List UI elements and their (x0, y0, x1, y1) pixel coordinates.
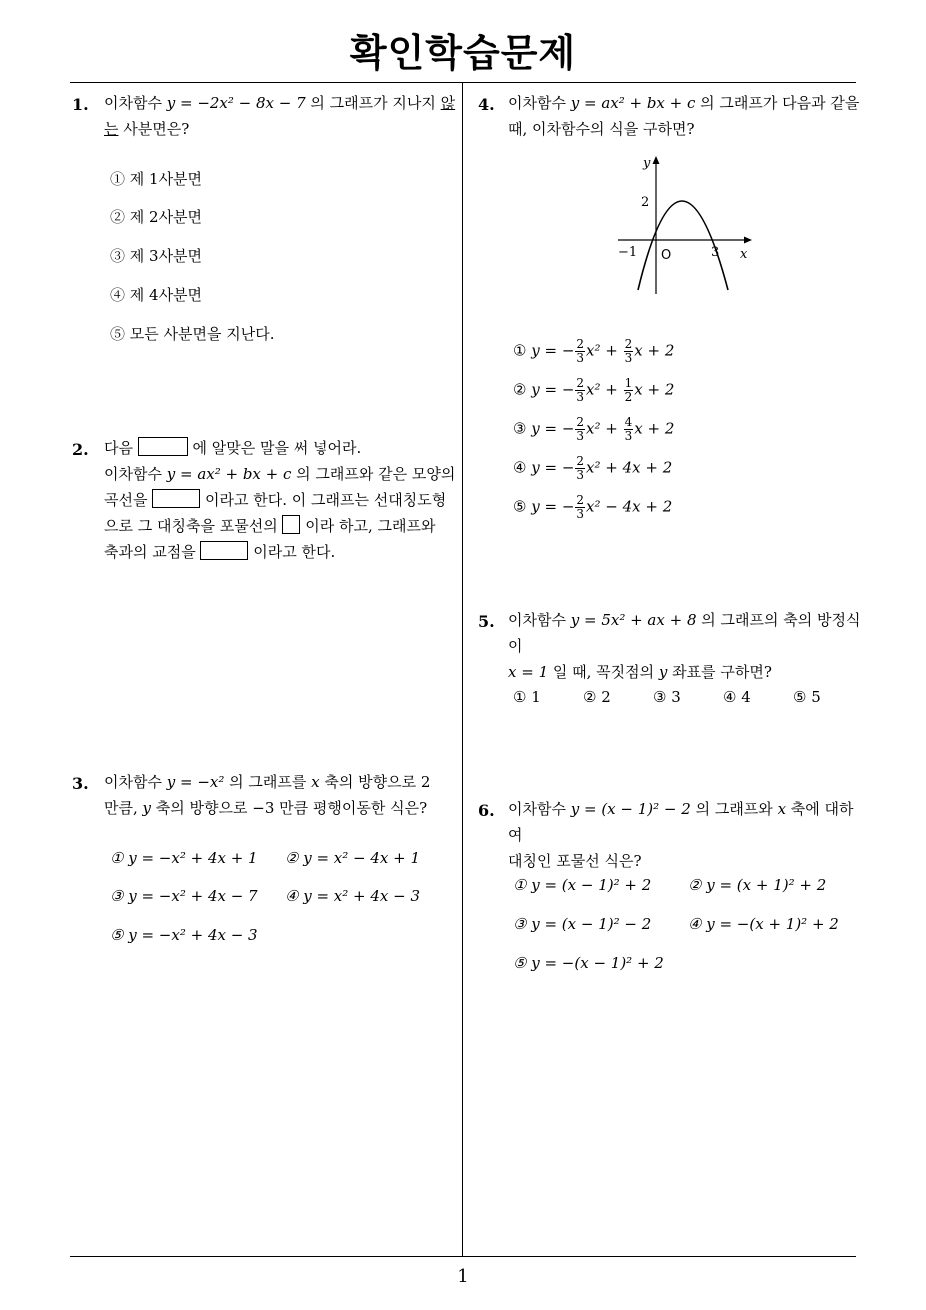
bottom-rule (70, 1256, 856, 1257)
option-2[interactable]: ② 제 2사분면 (110, 208, 203, 226)
underlined-word: 않는 (104, 94, 456, 138)
option-4[interactable]: ④ 4 (723, 688, 751, 706)
option-4[interactable]: ④ y = −(x + 1)² + 2 (688, 915, 839, 933)
math-expression: x = 1 (508, 663, 549, 681)
option-3[interactable]: ③ y = −x² + 4x − 7 (110, 887, 258, 905)
option-1[interactable]: ① 1 (513, 688, 541, 706)
question-text: 이차함수 y = 5x² + ax + 8 의 그래프의 축의 방정식이 x = 1 일 때, 꼭짓점의 y 좌표를 구하면? (508, 611, 861, 681)
question-text: 이차함수 y = (x − 1)² − 2 의 그래프와 x 축에 대하여 대칭인 포물선 식은? (508, 800, 854, 870)
parabola-graph (600, 148, 760, 298)
question-text: 이차함수 y = ax² + bx + c 의 그래프가 다음과 같을 때, 이차함수의 식을 구하면? (508, 94, 860, 138)
fraction: $\frac{2}{3}$ (624, 337, 633, 365)
option-1[interactable]: ① 제 1사분면 (110, 170, 203, 188)
option-5[interactable]: ⑤ 모든 사분면을 지난다. (110, 325, 275, 343)
root-left-label: −1 (618, 245, 638, 260)
math-expression: y = −2x² − 8x − 7 (166, 94, 306, 112)
option-5[interactable]: ⑤ 5 (793, 688, 821, 706)
option-4[interactable]: ④ 제 4사분면 (110, 286, 203, 304)
option-3[interactable]: ③ y = (x − 1)² − 2 (513, 915, 652, 933)
option-4[interactable]: ④ y = − $\frac{2}{3}$ x² + 4x + 2 (513, 454, 673, 482)
question-number: 5. (478, 612, 495, 631)
math-expression: y = ax² + bx + c (166, 465, 292, 483)
option-5[interactable]: ⑤ y = −x² + 4x − 3 (110, 926, 258, 944)
root-right-label: 3 (711, 245, 720, 260)
question-number: 3. (72, 774, 89, 793)
question-number: 4. (478, 95, 495, 114)
blank-box (282, 515, 300, 534)
question-number: 1. (72, 95, 89, 114)
question-number: 2. (72, 440, 89, 459)
question-text: 다음 에 알맞은 말을 써 넣어라. 이차함수 y = ax² + bx + c 의 그래프와 같은 모양의 곡선을 이라고 한다. 이 그래프는 선대칭도형 으로 그 대칭축을 포물선의 이라 하고, 그래프와 축과의 교점을 이라고 한다. (104, 439, 456, 561)
math-expression: y = −x² (166, 773, 225, 791)
option-1[interactable]: ① y = − $\frac{2}{3}$ x² + $\frac{2}{3}$ x + 2 (513, 337, 675, 365)
option-3[interactable]: ③ 제 3사분면 (110, 247, 203, 265)
option-5[interactable]: ⑤ y = −(x − 1)² + 2 (513, 954, 664, 972)
column-divider (462, 83, 463, 1257)
question-text: 이차함수 y = −2x² − 8x − 7 의 그래프가 지나지 않는 사분면은? (104, 94, 456, 138)
fraction: $\frac{1}{2}$ (624, 376, 633, 404)
math-expression: y = 5x² + ax + 8 (570, 611, 697, 629)
fraction: $\frac{2}{3}$ (576, 337, 585, 365)
option-2[interactable]: ② 2 (583, 688, 611, 706)
math-expression: y = (x − 1)² − 2 (570, 800, 691, 818)
blank-box (152, 489, 200, 508)
x-axis-label: x (740, 247, 748, 262)
y-intercept-label: 2 (641, 195, 650, 210)
option-1[interactable]: ① y = (x − 1)² + 2 (513, 876, 652, 894)
fraction: $\frac{2}{3}$ (576, 493, 585, 521)
x-axis-arrow-icon (744, 237, 752, 244)
math-expression: y = ax² + bx + c (570, 94, 696, 112)
option-4[interactable]: ④ y = x² + 4x − 3 (285, 887, 421, 905)
blank-box (138, 437, 188, 456)
fraction: $\frac{2}{3}$ (576, 415, 585, 443)
fraction: $\frac{2}{3}$ (576, 454, 585, 482)
option-1[interactable]: ① y = −x² + 4x + 1 (110, 849, 258, 867)
option-2[interactable]: ② y = − $\frac{2}{3}$ x² + $\frac{1}{2}$ x + 2 (513, 376, 675, 404)
y-axis-label: y (643, 156, 651, 171)
option-3[interactable]: ③ y = − $\frac{2}{3}$ x² + $\frac{4}{3}$ x + 2 (513, 415, 675, 443)
top-rule (70, 82, 856, 83)
page-number: 1 (457, 1266, 469, 1287)
option-2[interactable]: ② y = (x + 1)² + 2 (688, 876, 827, 894)
question-text: 이차함수 y = −x² 의 그래프를 x 축의 방향으로 2 만큼, y 축의 방향으로 −3 만큼 평행이동한 식은? (104, 773, 431, 817)
fraction: $\frac{4}{3}$ (624, 415, 633, 443)
option-5[interactable]: ⑤ y = − $\frac{2}{3}$ x² − 4x + 2 (513, 493, 673, 521)
option-2[interactable]: ② y = x² − 4x + 1 (285, 849, 421, 867)
fraction: $\frac{2}{3}$ (576, 376, 585, 404)
question-number: 6. (478, 801, 495, 820)
blank-box (200, 541, 248, 560)
y-axis-arrow-icon (653, 156, 660, 164)
page-title: 확인학습문제 (349, 31, 577, 75)
option-3[interactable]: ③ 3 (653, 688, 681, 706)
origin-label: O (661, 248, 672, 263)
